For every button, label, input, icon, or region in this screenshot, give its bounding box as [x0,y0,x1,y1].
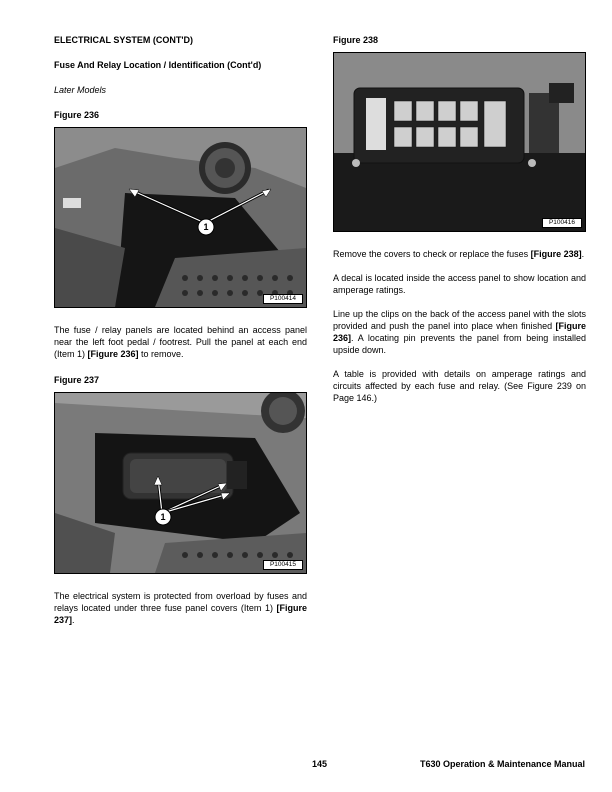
page-number: 145 [312,759,328,769]
right-column [333,34,586,404]
figure-238-illustration [334,53,585,231]
subsection-title: Fuse And Relay Location / Identification (Cont'd) [54,60,262,70]
manual-title: T630 Operation & Maintenance Manual [419,759,585,769]
right-paragraph-4: A table is provided with details on amperage ratings and circuits affected by each fuse and relay. (See Figure 239 on Page 146.) [333,369,586,403]
right-paragraph-2: A decal is located inside the access panel to show location and amperage ratings. [333,273,586,295]
right-paragraph-3: Line up the clips on the back of the access panel with the slots provided and push the panel into place when finished [Figure 236]. A locating pin prevents the panel from being installed upside down. [333,309,586,355]
left-column [54,34,307,626]
figure-236-callout: 1 [203,222,209,232]
figure-236-title: Figure 236 [54,110,100,120]
figure-238-title: Figure 238 [333,35,379,45]
figure-237-photo-code: P100415 [263,560,303,570]
figure-236-photo-code: P100414 [263,294,303,304]
right-paragraph-1: Remove the covers to check or replace the fuses [Figure 238]. [333,249,585,259]
section-title: ELECTRICAL SYSTEM (CONT'D) [54,35,193,45]
figure-236-illustration [55,128,306,307]
figure-237-illustration [55,393,306,573]
figure-238-photo-code: P100416 [542,218,582,228]
later-models-label: Later Models [54,85,107,95]
figure-236-photo [54,127,307,308]
figure-237-callout: 1 [160,512,166,522]
left-paragraph-1: The fuse / relay panels are located behind an access panel near the left foot pedal / footrest. Pull the panel at each end (Item 1) [Figure 236] to remove. [54,325,307,359]
figure-238-photo [333,52,586,232]
figure-237-photo [54,392,307,574]
figure-237-title: Figure 237 [54,375,100,385]
left-paragraph-2: The electrical system is protected from overload by fuses and relays located under three fuse panel covers (Item 1) [Figure 237]. [54,591,307,625]
